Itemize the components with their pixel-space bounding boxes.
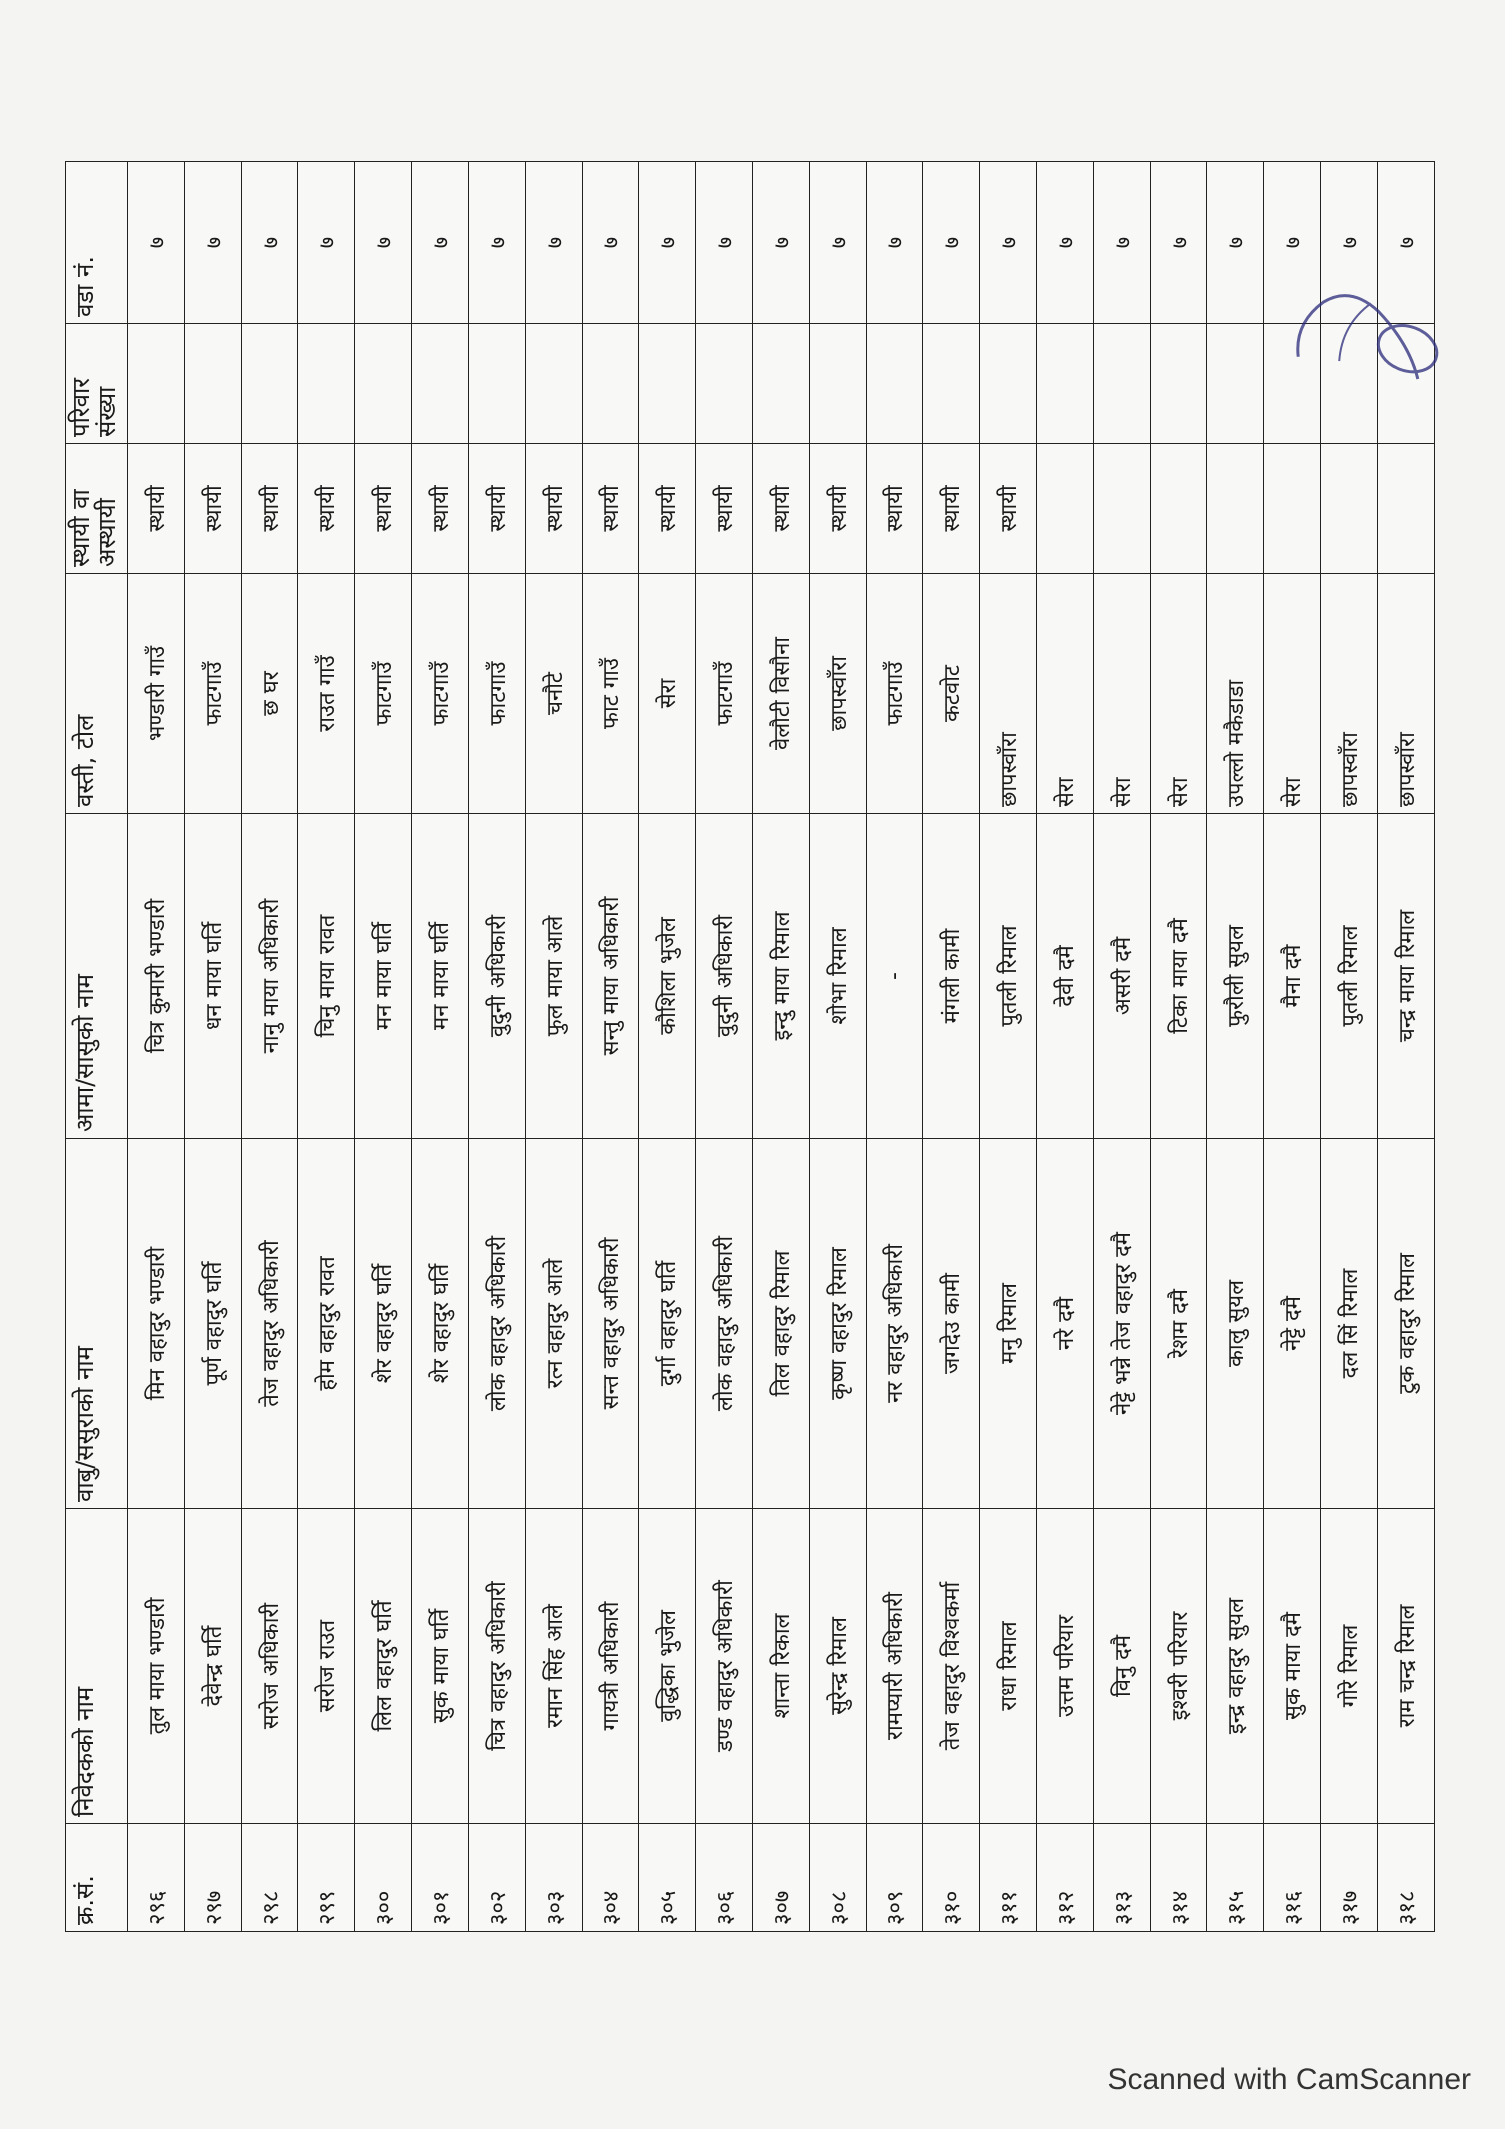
cell-ward: ७: [128, 162, 185, 324]
cell-residency: स्थायी: [809, 444, 866, 574]
register-table: [65, 161, 1435, 1932]
cell-mother: पुतली रिमाल: [980, 814, 1037, 1139]
cell-sn: ३१६: [1264, 1824, 1321, 1932]
cell-sn: ३०२: [468, 1824, 525, 1932]
cell-father: नर वहादुर अधिकारी: [866, 1139, 923, 1509]
cell-mother: -: [866, 814, 923, 1139]
cell-ward: ७: [866, 162, 923, 324]
cell-residency: स्थायी: [128, 444, 185, 574]
table-row: [525, 162, 582, 1932]
cell-mother: पुतली रिमाल: [1321, 814, 1378, 1139]
cell-family: [980, 324, 1037, 444]
cell-family: [184, 324, 241, 444]
cell-sn: ३०४: [582, 1824, 639, 1932]
cell-mother: टिका माया दमै: [1150, 814, 1207, 1139]
cell-sn: २९९: [298, 1824, 355, 1932]
table-row: [1093, 162, 1150, 1932]
cell-residency: स्थायी: [980, 444, 1037, 574]
cell-father: कृष्ण वहादुर रिमाल: [809, 1139, 866, 1509]
cell-ward: ७: [1377, 162, 1434, 324]
cell-mother: मन माया घर्ति: [412, 814, 469, 1139]
cell-residency: [1207, 444, 1264, 574]
cell-residency: [1093, 444, 1150, 574]
cell-family: [639, 324, 696, 444]
table-row: [696, 162, 753, 1932]
table-row: [752, 162, 809, 1932]
cell-residency: स्थायी: [582, 444, 639, 574]
cell-mother: मन माया घर्ति: [355, 814, 412, 1139]
cell-family: [1037, 324, 1094, 444]
cell-applicant: इन्द्र वहादुर सुयल: [1207, 1509, 1264, 1824]
cell-settlement: भण्डारी गाउँ: [128, 574, 185, 814]
cell-settlement: फाटगाउँ: [696, 574, 753, 814]
cell-applicant: गोरे रिमाल: [1321, 1509, 1378, 1824]
cell-father: लोक वहादुर अधिकारी: [468, 1139, 525, 1509]
cell-applicant: लिल वहादुर घर्ति: [355, 1509, 412, 1824]
cell-residency: स्थायी: [298, 444, 355, 574]
cell-mother: धन माया घर्ति: [184, 814, 241, 1139]
cell-residency: [1037, 444, 1094, 574]
cell-applicant: देवेन्द्र घर्ति: [184, 1509, 241, 1824]
cell-settlement: फाट गाउँ: [582, 574, 639, 814]
cell-ward: ७: [1321, 162, 1378, 324]
cell-family: [412, 324, 469, 444]
table-row: [923, 162, 980, 1932]
cell-residency: [1264, 444, 1321, 574]
cell-father: तेज वहादुर अधिकारी: [241, 1139, 298, 1509]
cell-residency: स्थायी: [639, 444, 696, 574]
header-mother: आमा/सासुको नाम: [66, 814, 128, 1139]
cell-settlement: छापस्वाँरा: [1321, 574, 1378, 814]
cell-mother: चित्र कुमारी भण्डारी: [128, 814, 185, 1139]
cell-family: [1150, 324, 1207, 444]
header-family: परिवार संख्या: [66, 324, 128, 444]
cell-mother: फुरौली सुयल: [1207, 814, 1264, 1139]
register-table-rotated: [65, 162, 1435, 1932]
cell-settlement: फाटगाउँ: [468, 574, 525, 814]
table-row: [1264, 162, 1321, 1932]
cell-applicant: तुल माया भण्डारी: [128, 1509, 185, 1824]
cell-settlement: छ घर: [241, 574, 298, 814]
cell-ward: ७: [1207, 162, 1264, 324]
cell-applicant: उत्तम परियार: [1037, 1509, 1094, 1824]
cell-family: [298, 324, 355, 444]
table-row: [582, 162, 639, 1932]
cell-mother: चन्द्र माया रिमाल: [1377, 814, 1434, 1139]
cell-sn: २९६: [128, 1824, 185, 1932]
cell-family: [1093, 324, 1150, 444]
cell-mother: देवी दमै: [1037, 814, 1094, 1139]
cell-applicant: शान्ता रिकाल: [752, 1509, 809, 1824]
cell-mother: वुदुनी अधिकारी: [696, 814, 753, 1139]
cell-ward: ७: [298, 162, 355, 324]
table-row: [412, 162, 469, 1932]
cell-mother: मैना दमै: [1264, 814, 1321, 1139]
header-residency: स्थायी वा अस्थायी: [66, 444, 128, 574]
cell-ward: ७: [1093, 162, 1150, 324]
cell-applicant: रामप्यारी अधिकारी: [866, 1509, 923, 1824]
cell-applicant: डण्ड वहादुर अधिकारी: [696, 1509, 753, 1824]
cell-applicant: सरोज राउत: [298, 1509, 355, 1824]
cell-sn: ३१४: [1150, 1824, 1207, 1932]
cell-ward: ७: [980, 162, 1037, 324]
cell-father: टुक वहादुर रिमाल: [1377, 1139, 1434, 1509]
cell-father: तिल वहादुर रिमाल: [752, 1139, 809, 1509]
cell-residency: स्थायी: [355, 444, 412, 574]
cell-ward: ७: [241, 162, 298, 324]
cell-residency: [1321, 444, 1378, 574]
cell-settlement: फाटगाउँ: [355, 574, 412, 814]
table-row: [355, 162, 412, 1932]
cell-family: [468, 324, 525, 444]
cell-family: [128, 324, 185, 444]
cell-father: नेट्टे दमै: [1264, 1139, 1321, 1509]
cell-father: होम वहादुर रावत: [298, 1139, 355, 1509]
cell-ward: ७: [412, 162, 469, 324]
cell-applicant: रमान सिंह आले: [525, 1509, 582, 1824]
cell-settlement: छापस्वाँरा: [980, 574, 1037, 814]
cell-sn: ३१०: [923, 1824, 980, 1932]
cell-father: पूर्ण वहादुर घर्ति: [184, 1139, 241, 1509]
cell-applicant: सरोज अधिकारी: [241, 1509, 298, 1824]
cell-applicant: सुरेन्द्र रिमाल: [809, 1509, 866, 1824]
cell-residency: स्थायी: [752, 444, 809, 574]
cell-father: नरे दमै: [1037, 1139, 1094, 1509]
table-row: [1207, 162, 1264, 1932]
cell-sn: ३०६: [696, 1824, 753, 1932]
cell-settlement: सेरा: [639, 574, 696, 814]
cell-ward: ७: [355, 162, 412, 324]
cell-family: [241, 324, 298, 444]
cell-family: [752, 324, 809, 444]
cell-father: सन्त वहादुर अधिकारी: [582, 1139, 639, 1509]
cell-sn: ३१२: [1037, 1824, 1094, 1932]
table-row: [1321, 162, 1378, 1932]
cell-mother: इन्दु माया रिमाल: [752, 814, 809, 1139]
cell-father: नेट्टे भन्ने तेज वहादुर दमै: [1093, 1139, 1150, 1509]
header-row: [66, 162, 128, 1932]
cell-settlement: फाटगाउँ: [184, 574, 241, 814]
cell-ward: ७: [639, 162, 696, 324]
cell-applicant: इश्वरी परियार: [1150, 1509, 1207, 1824]
table-row: [1377, 162, 1434, 1932]
cell-ward: ७: [184, 162, 241, 324]
cell-ward: ७: [809, 162, 866, 324]
cell-sn: ३१५: [1207, 1824, 1264, 1932]
cell-family: [355, 324, 412, 444]
cell-residency: स्थायी: [696, 444, 753, 574]
cell-sn: २९८: [241, 1824, 298, 1932]
cell-applicant: गायत्री अधिकारी: [582, 1509, 639, 1824]
table-row: [128, 162, 185, 1932]
cell-settlement: फाटगाउँ: [866, 574, 923, 814]
cell-applicant: विनु दमै: [1093, 1509, 1150, 1824]
cell-mother: सन्तु माया अधिकारी: [582, 814, 639, 1139]
cell-father: जगदेउ कामी: [923, 1139, 980, 1509]
cell-sn: ३०५: [639, 1824, 696, 1932]
table-row: [639, 162, 696, 1932]
table-row: [241, 162, 298, 1932]
header-settlement: वस्ती, टोल: [66, 574, 128, 814]
cell-sn: ३०१: [412, 1824, 469, 1932]
cell-mother: कौशिला भुजेल: [639, 814, 696, 1139]
cell-ward: ७: [582, 162, 639, 324]
cell-settlement: सेरा: [1264, 574, 1321, 814]
cell-residency: स्थायी: [184, 444, 241, 574]
cell-residency: [1150, 444, 1207, 574]
header-father: वाबु/ससुराको नाम: [66, 1139, 128, 1509]
cell-applicant: सुक माया घर्ति: [412, 1509, 469, 1824]
cell-ward: ७: [752, 162, 809, 324]
cell-applicant: राम चन्द्र रिमाल: [1377, 1509, 1434, 1824]
cell-applicant: चित्र वहादुर अधिकारी: [468, 1509, 525, 1824]
cell-sn: ३०३: [525, 1824, 582, 1932]
cell-sn: ३०७: [752, 1824, 809, 1932]
table-row: [1150, 162, 1207, 1932]
cell-residency: स्थायी: [412, 444, 469, 574]
cell-sn: ३१७: [1321, 1824, 1378, 1932]
cell-family: [582, 324, 639, 444]
cell-sn: ३१३: [1093, 1824, 1150, 1932]
cell-applicant: वुद्धिका भुजेल: [639, 1509, 696, 1824]
cell-ward: ७: [525, 162, 582, 324]
cell-family: [923, 324, 980, 444]
cell-residency: स्थायी: [468, 444, 525, 574]
table-row: [866, 162, 923, 1932]
cell-sn: ३०८: [809, 1824, 866, 1932]
table-row: [809, 162, 866, 1932]
table-row: [468, 162, 525, 1932]
cell-family: [866, 324, 923, 444]
cell-ward: ७: [1150, 162, 1207, 324]
cell-father: रेशम दमै: [1150, 1139, 1207, 1509]
table-row: [184, 162, 241, 1932]
cell-sn: ३११: [980, 1824, 1037, 1932]
cell-family: [1207, 324, 1264, 444]
cell-mother: नानु माया अधिकारी: [241, 814, 298, 1139]
table-row: [980, 162, 1037, 1932]
table-row: [298, 162, 355, 1932]
cell-ward: ७: [696, 162, 753, 324]
header-ward: वडा नं.: [66, 162, 128, 324]
cell-settlement: चनौटे: [525, 574, 582, 814]
cell-settlement: फाटगाउँ: [412, 574, 469, 814]
cell-father: दुर्गा वहादुर घर्ति: [639, 1139, 696, 1509]
camscanner-watermark: Scanned with CamScanner: [1107, 2063, 1471, 2096]
cell-father: दल सिं रिमाल: [1321, 1139, 1378, 1509]
cell-applicant: सुक माया दमै: [1264, 1509, 1321, 1824]
table-row: [1037, 162, 1094, 1932]
cell-settlement: सेरा: [1150, 574, 1207, 814]
cell-father: मनु रिमाल: [980, 1139, 1037, 1509]
cell-settlement: सेरा: [1037, 574, 1094, 814]
cell-mother: शोभा रिमाल: [809, 814, 866, 1139]
cell-family: [809, 324, 866, 444]
cell-residency: स्थायी: [923, 444, 980, 574]
cell-settlement: वेलौटी विसौना: [752, 574, 809, 814]
cell-settlement: छापस्वाँरा: [809, 574, 866, 814]
cell-father: शेर वहादुर घर्ति: [355, 1139, 412, 1509]
cell-mother: वुदुनी अधिकारी: [468, 814, 525, 1139]
cell-sn: ३०९: [866, 1824, 923, 1932]
cell-residency: [1377, 444, 1434, 574]
cell-settlement: राउत गाउँ: [298, 574, 355, 814]
cell-sn: ३१८: [1377, 1824, 1434, 1932]
header-applicant: निवेदकको नाम: [66, 1509, 128, 1824]
cell-mother: मंगली कामी: [923, 814, 980, 1139]
cell-settlement: उपल्लो मकैडाडा: [1207, 574, 1264, 814]
cell-mother: असरी दमै: [1093, 814, 1150, 1139]
cell-residency: स्थायी: [241, 444, 298, 574]
cell-settlement: छापस्वाँरा: [1377, 574, 1434, 814]
cell-father: शेर वहादुर घर्ति: [412, 1139, 469, 1509]
cell-father: लोक वहादुर अधिकारी: [696, 1139, 753, 1509]
cell-residency: स्थायी: [525, 444, 582, 574]
cell-mother: फुल माया आले: [525, 814, 582, 1139]
cell-mother: चिनु माया रावत: [298, 814, 355, 1139]
cell-family: [696, 324, 753, 444]
cell-ward: ७: [1264, 162, 1321, 324]
cell-sn: ३००: [355, 1824, 412, 1932]
cell-sn: २९७: [184, 1824, 241, 1932]
cell-ward: ७: [1037, 162, 1094, 324]
cell-residency: स्थायी: [866, 444, 923, 574]
header-sn: क्र.सं.: [66, 1824, 128, 1932]
cell-ward: ७: [923, 162, 980, 324]
cell-applicant: राधा रिमाल: [980, 1509, 1037, 1824]
cell-father: मिन वहादुर भण्डारी: [128, 1139, 185, 1509]
cell-applicant: तेज वहादुर विश्वकर्मा: [923, 1509, 980, 1824]
cell-family: [525, 324, 582, 444]
cell-father: कालु सुयल: [1207, 1139, 1264, 1509]
cell-ward: ७: [468, 162, 525, 324]
cell-settlement: सेरा: [1093, 574, 1150, 814]
cell-father: रत्न वहादुर आले: [525, 1139, 582, 1509]
cell-settlement: कटवोट: [923, 574, 980, 814]
